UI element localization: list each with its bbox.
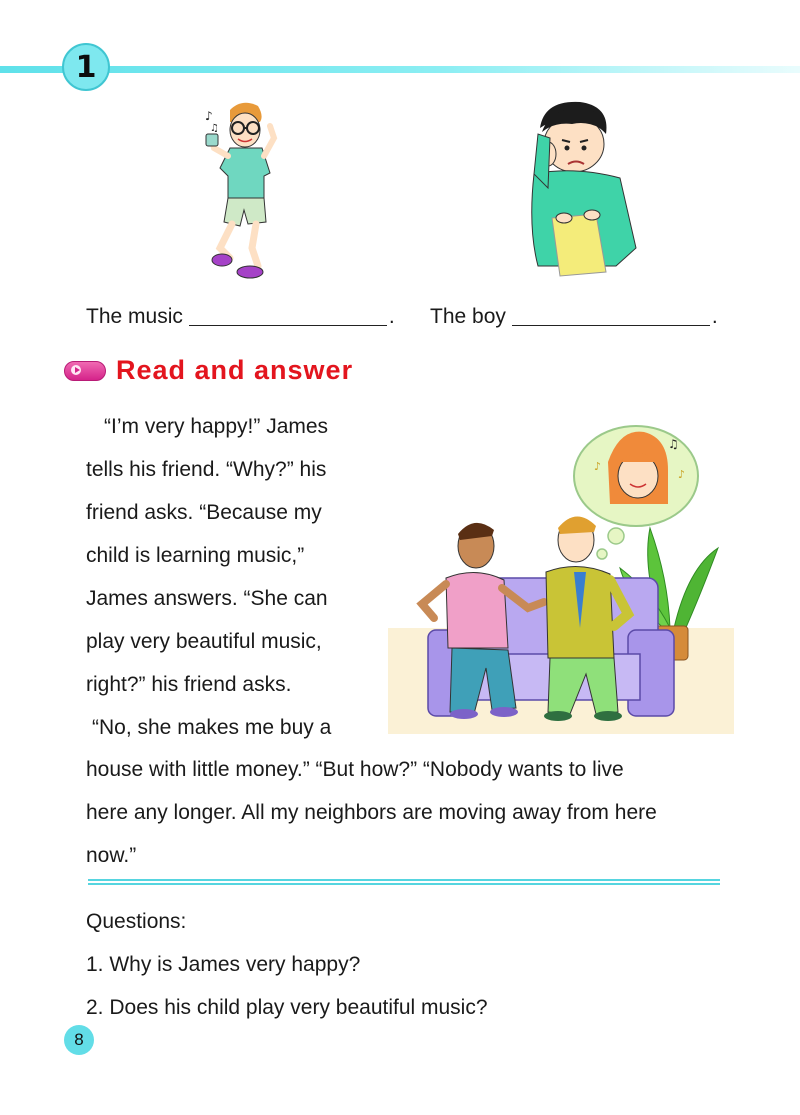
page-number-badge: 8 bbox=[64, 1025, 94, 1055]
section-divider bbox=[88, 879, 720, 885]
sad-boy-illustration bbox=[524, 98, 644, 276]
passage-line: tells his friend. “Why?” his bbox=[86, 458, 327, 481]
passage-line: here any longer. All my neighbors are moving away from here bbox=[86, 801, 657, 824]
section-title: Read and answer bbox=[116, 355, 354, 385]
boy-sentence-prefix: The boy bbox=[430, 305, 506, 328]
svg-text:♫: ♫ bbox=[210, 123, 219, 134]
passage-line: “No, she makes me buy a bbox=[92, 716, 332, 739]
question-item: 1. Why is James very happy? bbox=[86, 953, 361, 976]
passage-line: child is learning music,” bbox=[86, 544, 305, 567]
svg-text:♪: ♪ bbox=[678, 468, 686, 481]
passage-line: friend asks. “Because my bbox=[86, 501, 322, 524]
passage-line: house with little money.” “But how?” “Nobody wants to live bbox=[86, 758, 624, 781]
music-sentence-suffix: . bbox=[388, 305, 395, 328]
passage-line: James answers. “She can bbox=[86, 587, 328, 610]
svg-text:♪: ♪ bbox=[594, 460, 602, 473]
music-answer-blank[interactable] bbox=[189, 305, 387, 326]
reading-passage bbox=[86, 405, 386, 749]
passage-line: right?” his friend asks. bbox=[86, 673, 292, 696]
passage-line: “I’m very happy!” James bbox=[104, 415, 329, 438]
unit-number-badge: 1 bbox=[62, 43, 110, 91]
svg-text:♪: ♪ bbox=[205, 109, 213, 123]
section-play-icon bbox=[64, 361, 106, 381]
dancing-boy-illustration bbox=[200, 98, 290, 283]
question-item: 2. Does his child play very beautiful music? bbox=[86, 996, 488, 1019]
music-sentence-prefix: The music bbox=[86, 305, 183, 328]
header-line bbox=[0, 66, 800, 73]
passage-line: now.” bbox=[86, 844, 137, 867]
svg-text:♫: ♫ bbox=[668, 437, 679, 451]
reading-passage-continued bbox=[86, 748, 746, 877]
sofa-conversation-illustration bbox=[388, 418, 734, 734]
boy-sentence-suffix: . bbox=[711, 305, 718, 328]
boy-answer-blank[interactable] bbox=[512, 305, 710, 326]
questions-block bbox=[86, 900, 488, 1029]
questions-heading: Questions: bbox=[86, 910, 187, 933]
passage-line: play very beautiful music, bbox=[86, 630, 322, 653]
fill-in-sentence-line bbox=[86, 305, 718, 329]
